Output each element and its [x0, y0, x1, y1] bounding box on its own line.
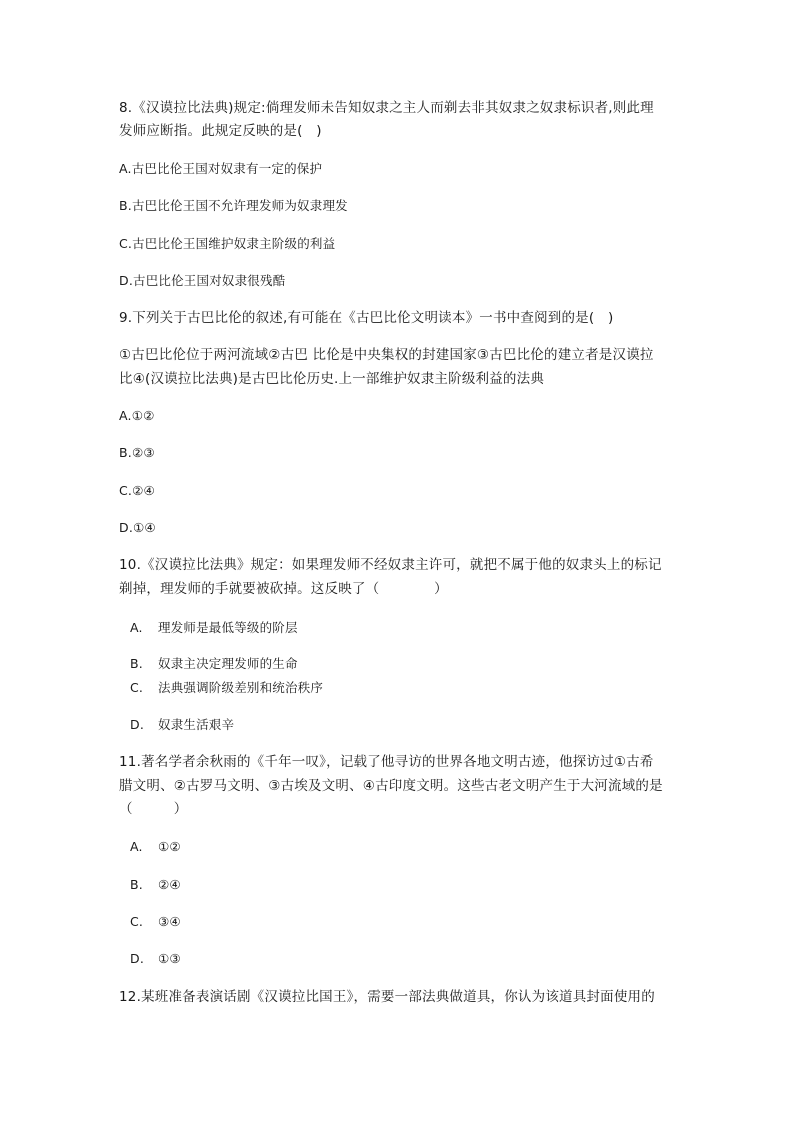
question-9-body-line-1: ①古巴比伦位于两河流域②古巴 比伦是中央集权的封建国家③古巴比伦的建立者是汉谟拉	[119, 347, 654, 363]
option-text: ①③	[158, 951, 181, 966]
option-text: 奴隶生活艰辛	[158, 717, 235, 732]
question-10-option-a	[130, 619, 690, 637]
question-9-option-c: C.②④	[119, 483, 155, 498]
question-8-option-d: D.古巴比伦王国对奴隶很残酷	[119, 273, 286, 288]
question-9-option-b: B.②③	[119, 445, 155, 460]
question-9-stem: 9.下列关于古巴比伦的叙述,有可能在《古巴比伦文明读本》一书中查阅到的是( )	[119, 310, 614, 326]
question-9-option-d: D.①④	[119, 520, 156, 535]
question-11-stem-line-1: 11.著名学者余秋雨的《千年一叹》，记载了他寻访的世界各地文明古迹，他探访过①古希	[119, 754, 654, 770]
option-letter: D.	[130, 951, 144, 966]
question-8-stem-line-1: 8.《汉谟拉比法典)规定:倘理发师未告知奴隶之主人而剃去非其奴隶之奴隶标识者,则此理	[119, 100, 654, 116]
option-letter: C.	[130, 680, 144, 695]
question-10-option-c	[130, 679, 690, 697]
question-11-option-a	[130, 838, 690, 856]
option-text: 法典强调阶级差别和统治秩序	[158, 680, 324, 695]
question-8-option-b: B.古巴比伦王国不允许理发师为奴隶理发	[119, 198, 348, 213]
question-12-stem-line-1: 12.某班准备表演话剧《汉谟拉比国王》，需要一部法典做道具，你认为该道具封面使用的	[119, 989, 655, 1005]
question-11-option-c	[130, 913, 690, 931]
question-11-option-d	[130, 950, 690, 968]
option-text: 奴隶主决定理发师的生命	[158, 656, 298, 671]
question-8-option-a: A.古巴比伦王国对奴隶有一定的保护	[119, 161, 323, 176]
option-letter: D.	[130, 717, 144, 732]
question-9-body-line-2: 比④(汉谟拉比法典)是古巴比伦历史.上一部维护奴隶主阶级利益的法典	[119, 371, 545, 387]
question-8-option-c: C.古巴比伦王国维护奴隶主阶级的利益	[119, 236, 336, 251]
question-10-stem-line-1: 10.《汉谟拉比法典》规定：如果理发师不经奴隶主许可，就把不属于他的奴隶头上的标记	[119, 557, 662, 573]
question-11-stem-line-2: 腊文明、②古罗马文明、③古埃及文明、④古印度文明。这些古老文明产生于大河流域的是	[119, 778, 663, 794]
option-letter: A.	[130, 620, 143, 635]
question-10-option-d	[130, 716, 690, 734]
option-letter: C.	[130, 914, 144, 929]
option-letter: B.	[130, 877, 143, 892]
option-letter: B.	[130, 656, 143, 671]
question-10-option-b	[130, 655, 690, 673]
option-text: ①②	[158, 839, 181, 854]
question-8-stem-line-2: 发师应断指。此规定反映的是( )	[119, 123, 322, 139]
option-text: ③④	[158, 914, 181, 929]
option-text: 理发师是最低等级的阶层	[158, 620, 298, 635]
question-11-stem-line-3: （ ）	[119, 801, 188, 817]
question-9-option-a: A.①②	[119, 408, 155, 423]
question-11-option-b	[130, 876, 690, 894]
option-text: ②④	[158, 877, 181, 892]
question-10-stem-line-2: 剃掉，理发师的手就要被砍掉。这反映了（ ）	[119, 581, 448, 597]
option-letter: A.	[130, 839, 143, 854]
